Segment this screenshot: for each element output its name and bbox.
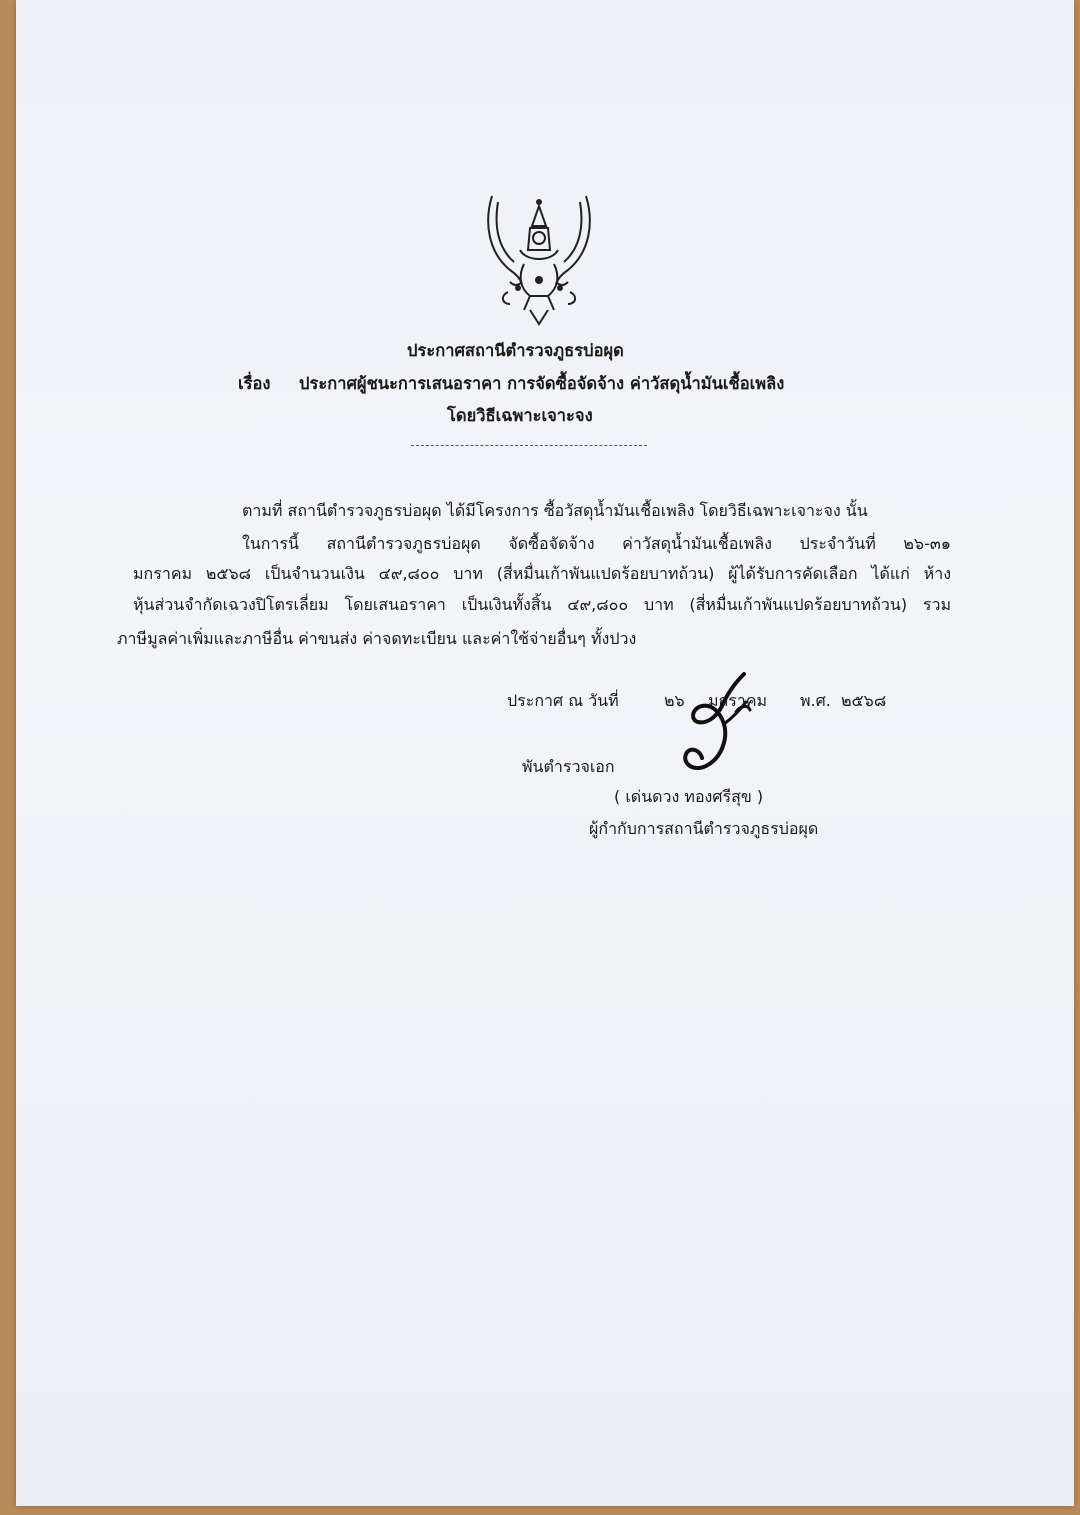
- body-word: ๔๙,๘๐๐: [567, 595, 629, 614]
- body-word: มกราคม: [133, 564, 193, 583]
- body-word: จัดซื้อจัดจ้าง: [508, 534, 595, 553]
- date-month: มกราคม: [708, 691, 768, 710]
- subject-text-line2: โดยวิธีเฉพาะเจาะจง: [447, 406, 593, 425]
- garuda-emblem: [480, 192, 598, 328]
- signer-name: ( เด่นดวง ทองศรีสุข ): [614, 787, 764, 806]
- body-word: บาท: [643, 595, 674, 614]
- handwritten-signature: [676, 662, 776, 782]
- body-word: ประจำวันที่: [799, 534, 876, 553]
- document-page: [16, 0, 1074, 1506]
- divider: [411, 445, 647, 446]
- body-line-2: [242, 530, 951, 558]
- body-word: (สี่หมื่นเก้าพันแปดร้อยบาทถ้วน): [496, 564, 715, 583]
- announcement-title: ประกาศสถานีตำรวจภูธรบ่อผุด: [407, 341, 624, 360]
- date-year: ๒๕๖๘: [841, 691, 887, 710]
- body-word: รวม: [922, 595, 951, 614]
- signer-rank: พันตำรวจเอก: [522, 757, 615, 776]
- body-line-3: [133, 560, 951, 588]
- body-word: สถานีตำรวจภูธรบ่อผุด: [326, 534, 481, 553]
- body-word: ผู้ได้รับการคัดเลือก: [728, 564, 858, 583]
- body-word: ๒๖-๓๑: [903, 534, 951, 553]
- subject-label: เรื่อง: [238, 374, 271, 393]
- body-word: (สี่หมื่นเก้าพันแปดร้อยบาทถ้วน): [689, 595, 908, 614]
- body-word: เป็นจำนวนเงิน: [264, 564, 365, 583]
- body-line-5: ภาษีมูลค่าเพิ่มและภาษีอื่น ค่าขนส่ง ค่าจดทะเบียน และค่าใช้จ่ายอื่นๆ ทั้งปวง: [117, 629, 637, 648]
- subject-text: ประกาศผู้ชนะการเสนอราคา การจัดซื้อจัดจ้าง ค่าวัสดุน้ำมันเชื้อเพลิง: [299, 374, 785, 393]
- body-line-1: ตามที่ สถานีตำรวจภูธรบ่อผุด ได้มีโครงการ ซื้อวัสดุน้ำมันเชื้อเพลิง โดยวิธีเฉพาะเจาะจง นั้น: [242, 501, 868, 520]
- date-year-label: พ.ศ.: [800, 691, 831, 710]
- body-word: ห้าง: [923, 564, 951, 583]
- date-day: ๒๖: [664, 691, 685, 710]
- body-word: โดยเสนอราคา: [344, 595, 446, 614]
- body-word: ๒๕๖๘: [205, 564, 252, 583]
- date-label: ประกาศ ณ วันที่: [507, 691, 619, 710]
- body-word: ค่าวัสดุน้ำมันเชื้อเพลิง: [622, 534, 772, 553]
- body-word: ๔๙,๘๐๐: [378, 564, 440, 583]
- signer-position: ผู้กำกับการสถานีตำรวจภูธรบ่อผุด: [589, 819, 819, 838]
- body-word: บาท: [453, 564, 483, 583]
- body-word: หุ้นส่วนจำกัดเฉวงปิโตรเลี่ยม: [133, 595, 329, 614]
- body-word: เป็นเงินทั้งสิ้น: [461, 595, 552, 614]
- body-line-4: [133, 591, 951, 619]
- body-word: ได้แก่: [871, 564, 910, 583]
- body-word: ในการนี้: [242, 534, 299, 553]
